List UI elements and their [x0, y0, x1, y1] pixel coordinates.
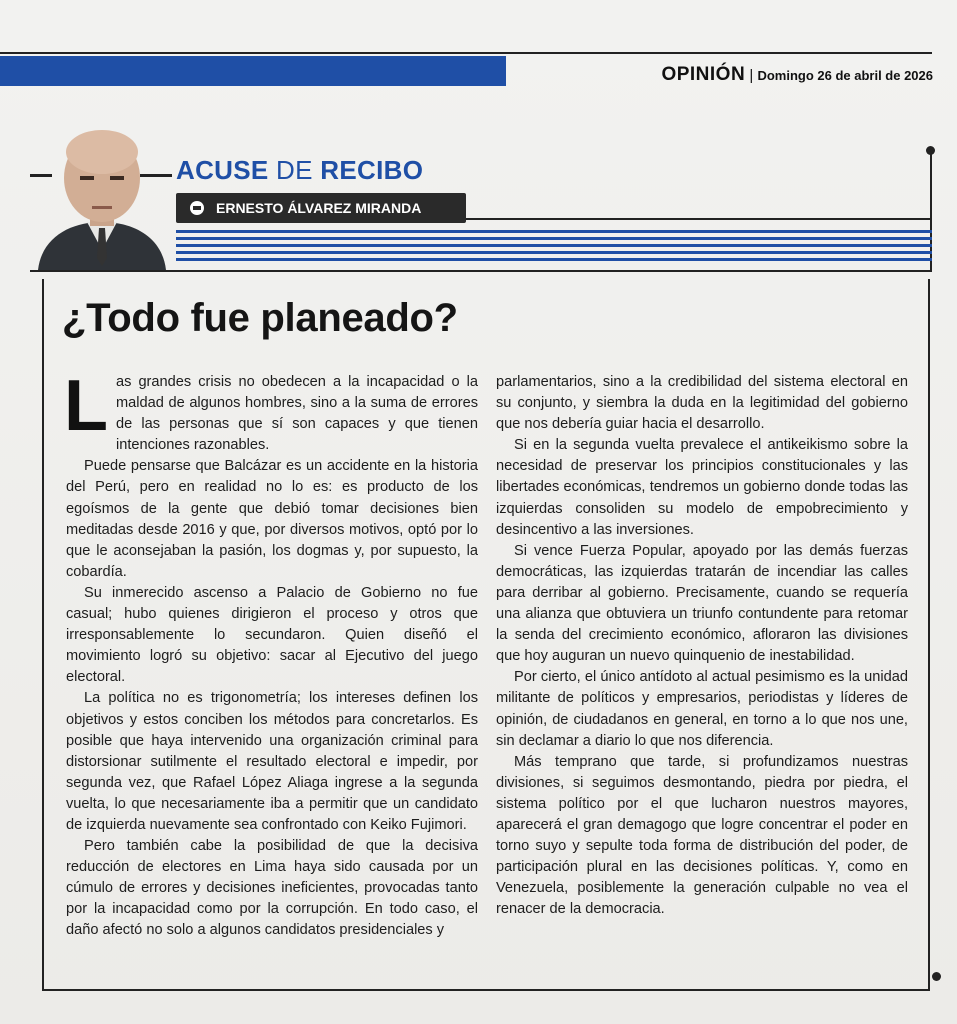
header-separator: | — [749, 67, 754, 84]
column-title-word-2: DE — [276, 155, 313, 185]
paragraph: Si en la segunda vuelta prevalece el antikeikismo sobre la necesidad de preservar los principios constitucionales y las libertades económicas, tendremos un gobierno donde todas las izquierdas consoliden su modelo de empobrecimiento y desincentivo a las inversiones. — [496, 437, 908, 538]
paragraph: parlamentarios, sino a la credibilidad del sistema electoral en su conjunto, y siembra la duda en la legitimidad del gobierno que nos debería guiar hacia el desarrollo. — [496, 374, 908, 433]
article-column-1 — [64, 366, 478, 942]
article-headline: ¿Todo fue planeado? — [62, 296, 458, 340]
section-name: OPINIÓN — [661, 64, 746, 85]
title-left-rule — [30, 174, 52, 177]
paragraph — [64, 366, 478, 456]
article-column-2 — [496, 372, 908, 920]
header-bottom-rule — [30, 270, 932, 272]
paragraph: La política no es trigonometría; los intereses definen los objetivos y estos conciben los métodos para concretarlos. Es posible que haya intervenido una organización criminal para distorsionar sutilmente el resultado electoral e impedir, por segunda vez, que Rafael López Aliaga ingrese a la segunda vuelta, lo que necesariamente iba a permitir que un candidato de izquierda nuevamente sea confrontado con Keiko Fujimori. — [66, 690, 478, 833]
paragraph: Más temprano que tarde, si profundizamos nuestras divisiones, si seguimos desmontando, piedra por piedra, el sistema político por el que lucharon nuestros mayores, aparecerá el gran demagogo que logre concentrar el poder en torno suyo y sepulte toda forma de distribución del poder, de participación plural en las decisiones políticas. Y, como en Venezuela, posiblemente la generación culpable no vea el renacer de la democracia. — [496, 753, 908, 918]
column-title-word-1: ACUSE — [176, 155, 269, 185]
column-title — [176, 155, 423, 186]
paragraph: Si vence Fuerza Popular, apoyado por las demás fuerzas democráticas, las izquierdas tratarán de incendiar las calles para derribar al gobierno. Precisamente, cuando se requería una alianza que obtuviera un triunfo contundente para retomar la senda del crecimiento económico, afloraron las divisiones que hoy auguran un nuevo quinquenio de inestabilidad. — [496, 542, 908, 665]
paragraph: Su inmerecido ascenso a Palacio de Gobierno no fue casual; hubo quienes dirigieron el proceso y otros que irresponsablemente lo secundaron. Quien diseñó el movimiento logró su objetivo: sacar al Ejecutivo del juego electoral. — [66, 584, 478, 686]
drop-cap: L — [64, 366, 108, 446]
top-rule — [0, 52, 932, 54]
author-name: ERNESTO ÁLVAREZ MIRANDA — [216, 200, 422, 216]
paragraph: Pero también cabe la posibilidad de que la decisiva reducción de electores en Lima haya sido causada por un cúmulo de errores y decisiones ineficientes, provocadas tanto por la incapacidad como por la corrupción. En todo caso, el daño afectó no solo a algunos candidatos presidenciales y — [66, 838, 478, 939]
paragraph: Por cierto, el único antídoto al actual pesimismo es la unidad militante de políticos y empresarios, periodistas y líderes de opinión, de ciudadanos en general, en torno a lo que nos une, sin declamar a diario lo que nos diferencia. — [496, 669, 908, 749]
issue-date: Domingo 26 de abril de 2026 — [757, 68, 933, 83]
section-header — [661, 64, 933, 86]
section-color-bar — [0, 56, 506, 86]
paragraph: Puede pensarse que Balcázar es un accidente en la historia del Perú, pero en realidad no lo es: es producto de los egoísmos de la gente que debió tomar decisiones bien meditadas desde 2016 y que, por diversos motivos, optó por lo que le aconsejaban la pasión, los dogmas y, por supuesto, la cobardía. — [66, 458, 478, 580]
column-title-word-3: RECIBO — [320, 155, 424, 185]
author-badge — [176, 193, 466, 223]
paragraph-text: as grandes crisis no obedecen a la incapacidad o la maldad de algunos hombres, sino a la suma de errores de las personas que sí son capaces y que tienen intenciones razonables. — [115, 374, 478, 454]
frame-rule-dot — [932, 972, 941, 981]
author-portrait-image — [32, 118, 172, 270]
blue-stripes — [176, 230, 932, 265]
badge-circle-icon — [190, 201, 204, 215]
title-left-rule-2 — [140, 174, 172, 177]
